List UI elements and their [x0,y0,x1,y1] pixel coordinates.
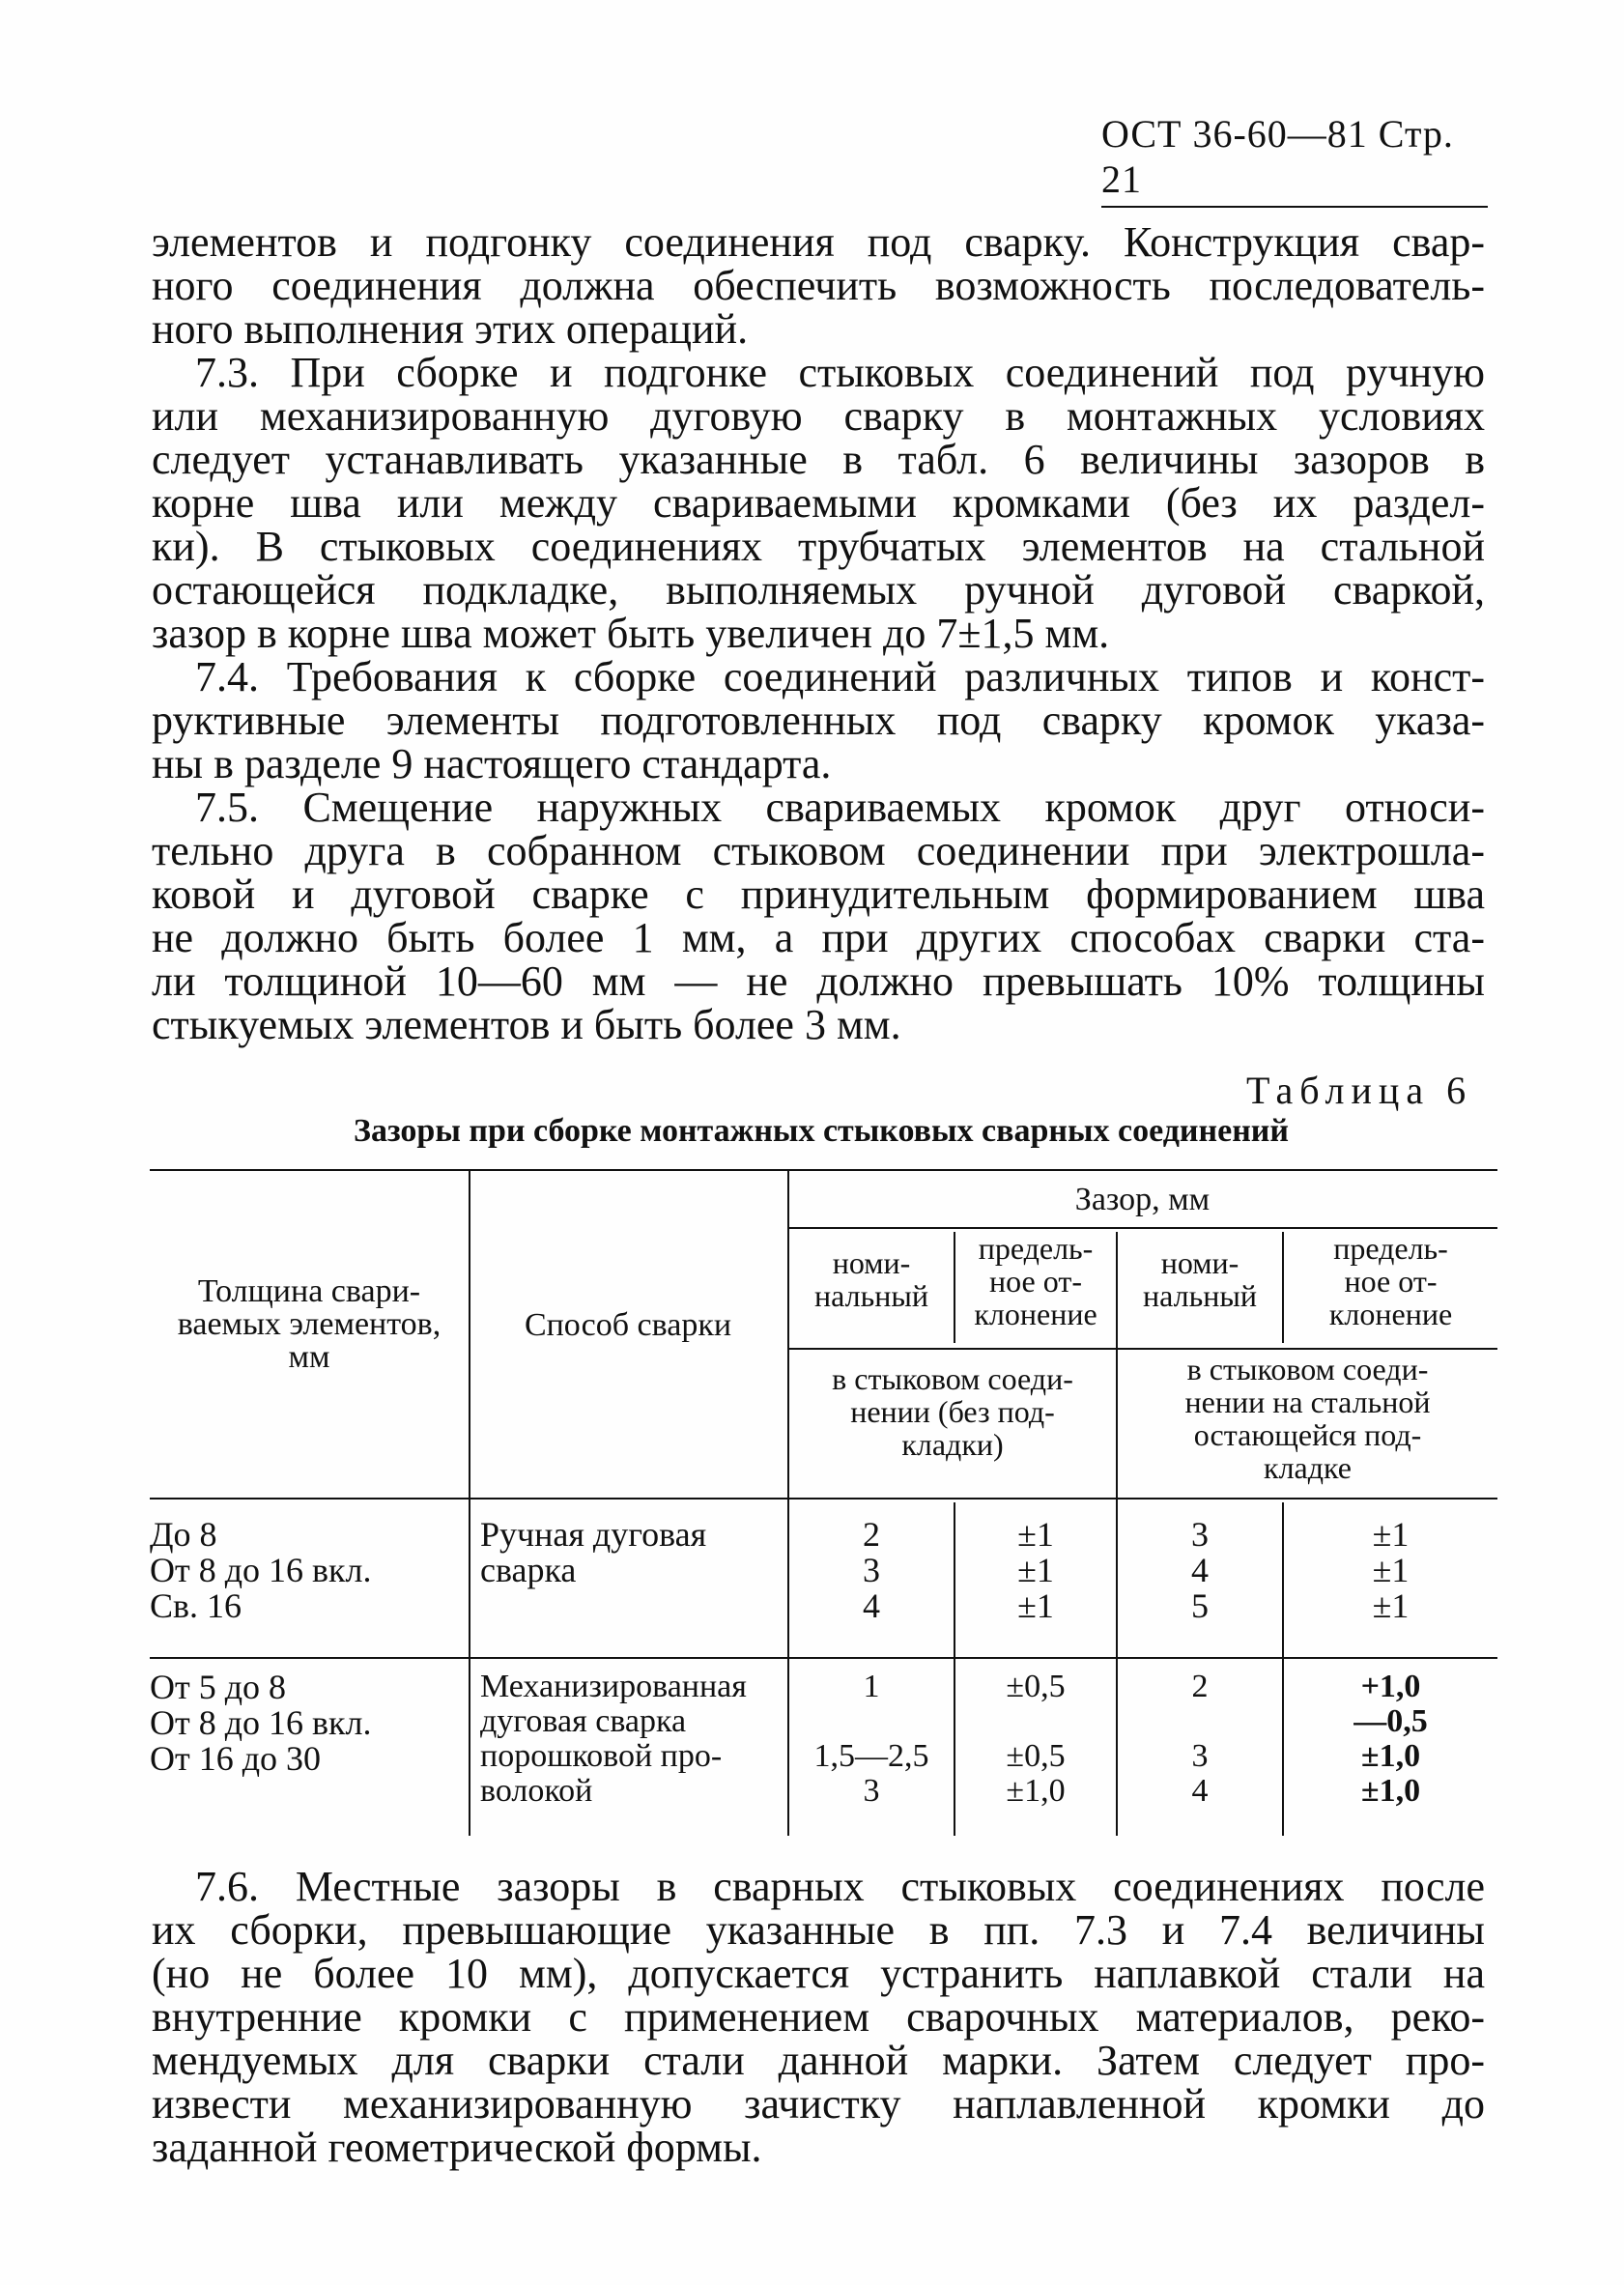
text-line: следует устанавливать указанные в табл. 6 величины зазоров в [152,436,1485,483]
nominal-cell: 2 3 4 [863,1515,880,1625]
nominal-cell: 2 3 4 [1191,1669,1209,1809]
header-nominal-2: номи- нальный [1143,1245,1257,1313]
text-line: не должно быть более 1 мм, а при других способах сварки ста- [152,914,1485,961]
nominal-cell: 1 1,5—2,5 3 [813,1669,929,1809]
header-thickness: Толщина свари- ваемых элементов, мм [177,1273,442,1375]
text-line: ли толщиной 10—60 мм — не должно превышать 10% толщины [152,957,1485,1005]
text-block-top [152,220,1485,1046]
method-cell: Ручная дуговая сварка [480,1515,707,1589]
thickness-cell: До 8 От 8 до 16 вкл. Св. 16 [150,1515,372,1625]
text-line: ны в разделе 9 настоящего стандарта. [152,740,832,787]
text-line: извести механизированную зачистку наплавленной кромки до [152,2080,1485,2128]
nominal-cell: 3 4 5 [1191,1515,1209,1625]
text-line: 7.3. При сборке и подгонке стыковых соединений под ручную [195,349,1485,396]
text-line: или механизированную дуговую сварку в монтажных условиях [152,392,1485,440]
text-line: 7.4. Требования к сборке соединений различных типов и конст- [195,653,1485,700]
text-line: мендуемых для сварки стали данной марки. Затем следует про- [152,2037,1485,2084]
header-group-no-backing: в стыковом соеди- нении (без под- кладки) [832,1361,1073,1462]
header-method: Способ сварки [524,1307,732,1343]
text-line: ки). В стыковых соединениях трубчатых элементов на стальной [152,523,1485,570]
text-line: стыкуемых элементов и быть более 3 мм. [152,1001,901,1048]
text-line: 7.5. Смещение наружных свариваемых кромок друг относи- [195,784,1485,831]
deviation-cell: ±0,5 ±0,5 ±1,0 [1006,1669,1066,1809]
text-line: остающейся подкладке, выполняемых ручной дуговой сваркой, [152,566,1485,614]
text-block-bottom [152,1865,1485,2169]
header-gap: Зазор, мм [1074,1182,1211,1217]
table-rule [787,1227,1497,1229]
table-rule [469,1169,470,1836]
text-line: ковой и дуговой сварке с принудительным формированием шва [152,871,1485,918]
deviation-cell: +1,0 —0,5 ±1,0 ±1,0 [1353,1669,1428,1809]
deviation-cell: ±1 ±1 ±1 [1017,1515,1054,1625]
gap-table [150,1169,1497,1836]
table-rule [787,1348,1497,1350]
text-line: (но не более 10 мм), допускается устранить наплавкой стали на [152,1950,1485,1997]
text-line: элементов и подгонку соединения под сварку. Конструкция свар- [152,218,1485,266]
table-label: Таблица 6 [1246,1069,1473,1112]
text-line: их сборки, превышающие указанные в пп. 7.3 и 7.4 величины [152,1906,1485,1954]
text-line: внутренние кромки с применением сварочных материалов, реко- [152,1993,1485,2041]
text-line: зазор в корне шва может быть увеличен до 7±1,5 мм. [152,610,1110,657]
text-line: корне шва или между свариваемыми кромками (без их раздел- [152,479,1485,527]
table-title: Зазоры при сборке монтажных стыковых сварных соединений [354,1113,1289,1149]
text-line: заданной геометрической формы. [152,2124,762,2171]
method-cell: Механизированная дуговая сварка порошковой про- волокой [480,1669,747,1809]
table-rule [150,1657,1497,1659]
text-line: тельно друга в собранном стыковом соединении при электрошла- [152,827,1485,874]
page-header: ОСТ 36-60—81 Стр. 21 [1101,111,1488,208]
text-line: ного выполнения этих операций. [152,305,749,353]
header-deviation: предель- ное от- клонение [974,1231,1097,1331]
text-line: ного соединения должна обеспечить возможность последователь- [152,262,1485,309]
header-nominal: номи- нальный [814,1245,928,1313]
header-deviation-2: предель- ное от- клонение [1328,1231,1453,1331]
table-rule [150,1169,1497,1171]
table-rule [150,1498,1497,1500]
header-group-backing: в стыковом соеди- нении на стальной остающейся под- кладке [1184,1352,1431,1485]
deviation-cell: ±1 ±1 ±1 [1372,1515,1410,1625]
thickness-cell: От 5 до 8 От 8 до 16 вкл. От 16 до 30 [150,1668,372,1778]
text-line: 7.6. Местные зазоры в сварных стыковых соединениях после [195,1863,1485,1910]
text-line: руктивные элементы подготовленных под сварку кромок указа- [152,697,1485,744]
